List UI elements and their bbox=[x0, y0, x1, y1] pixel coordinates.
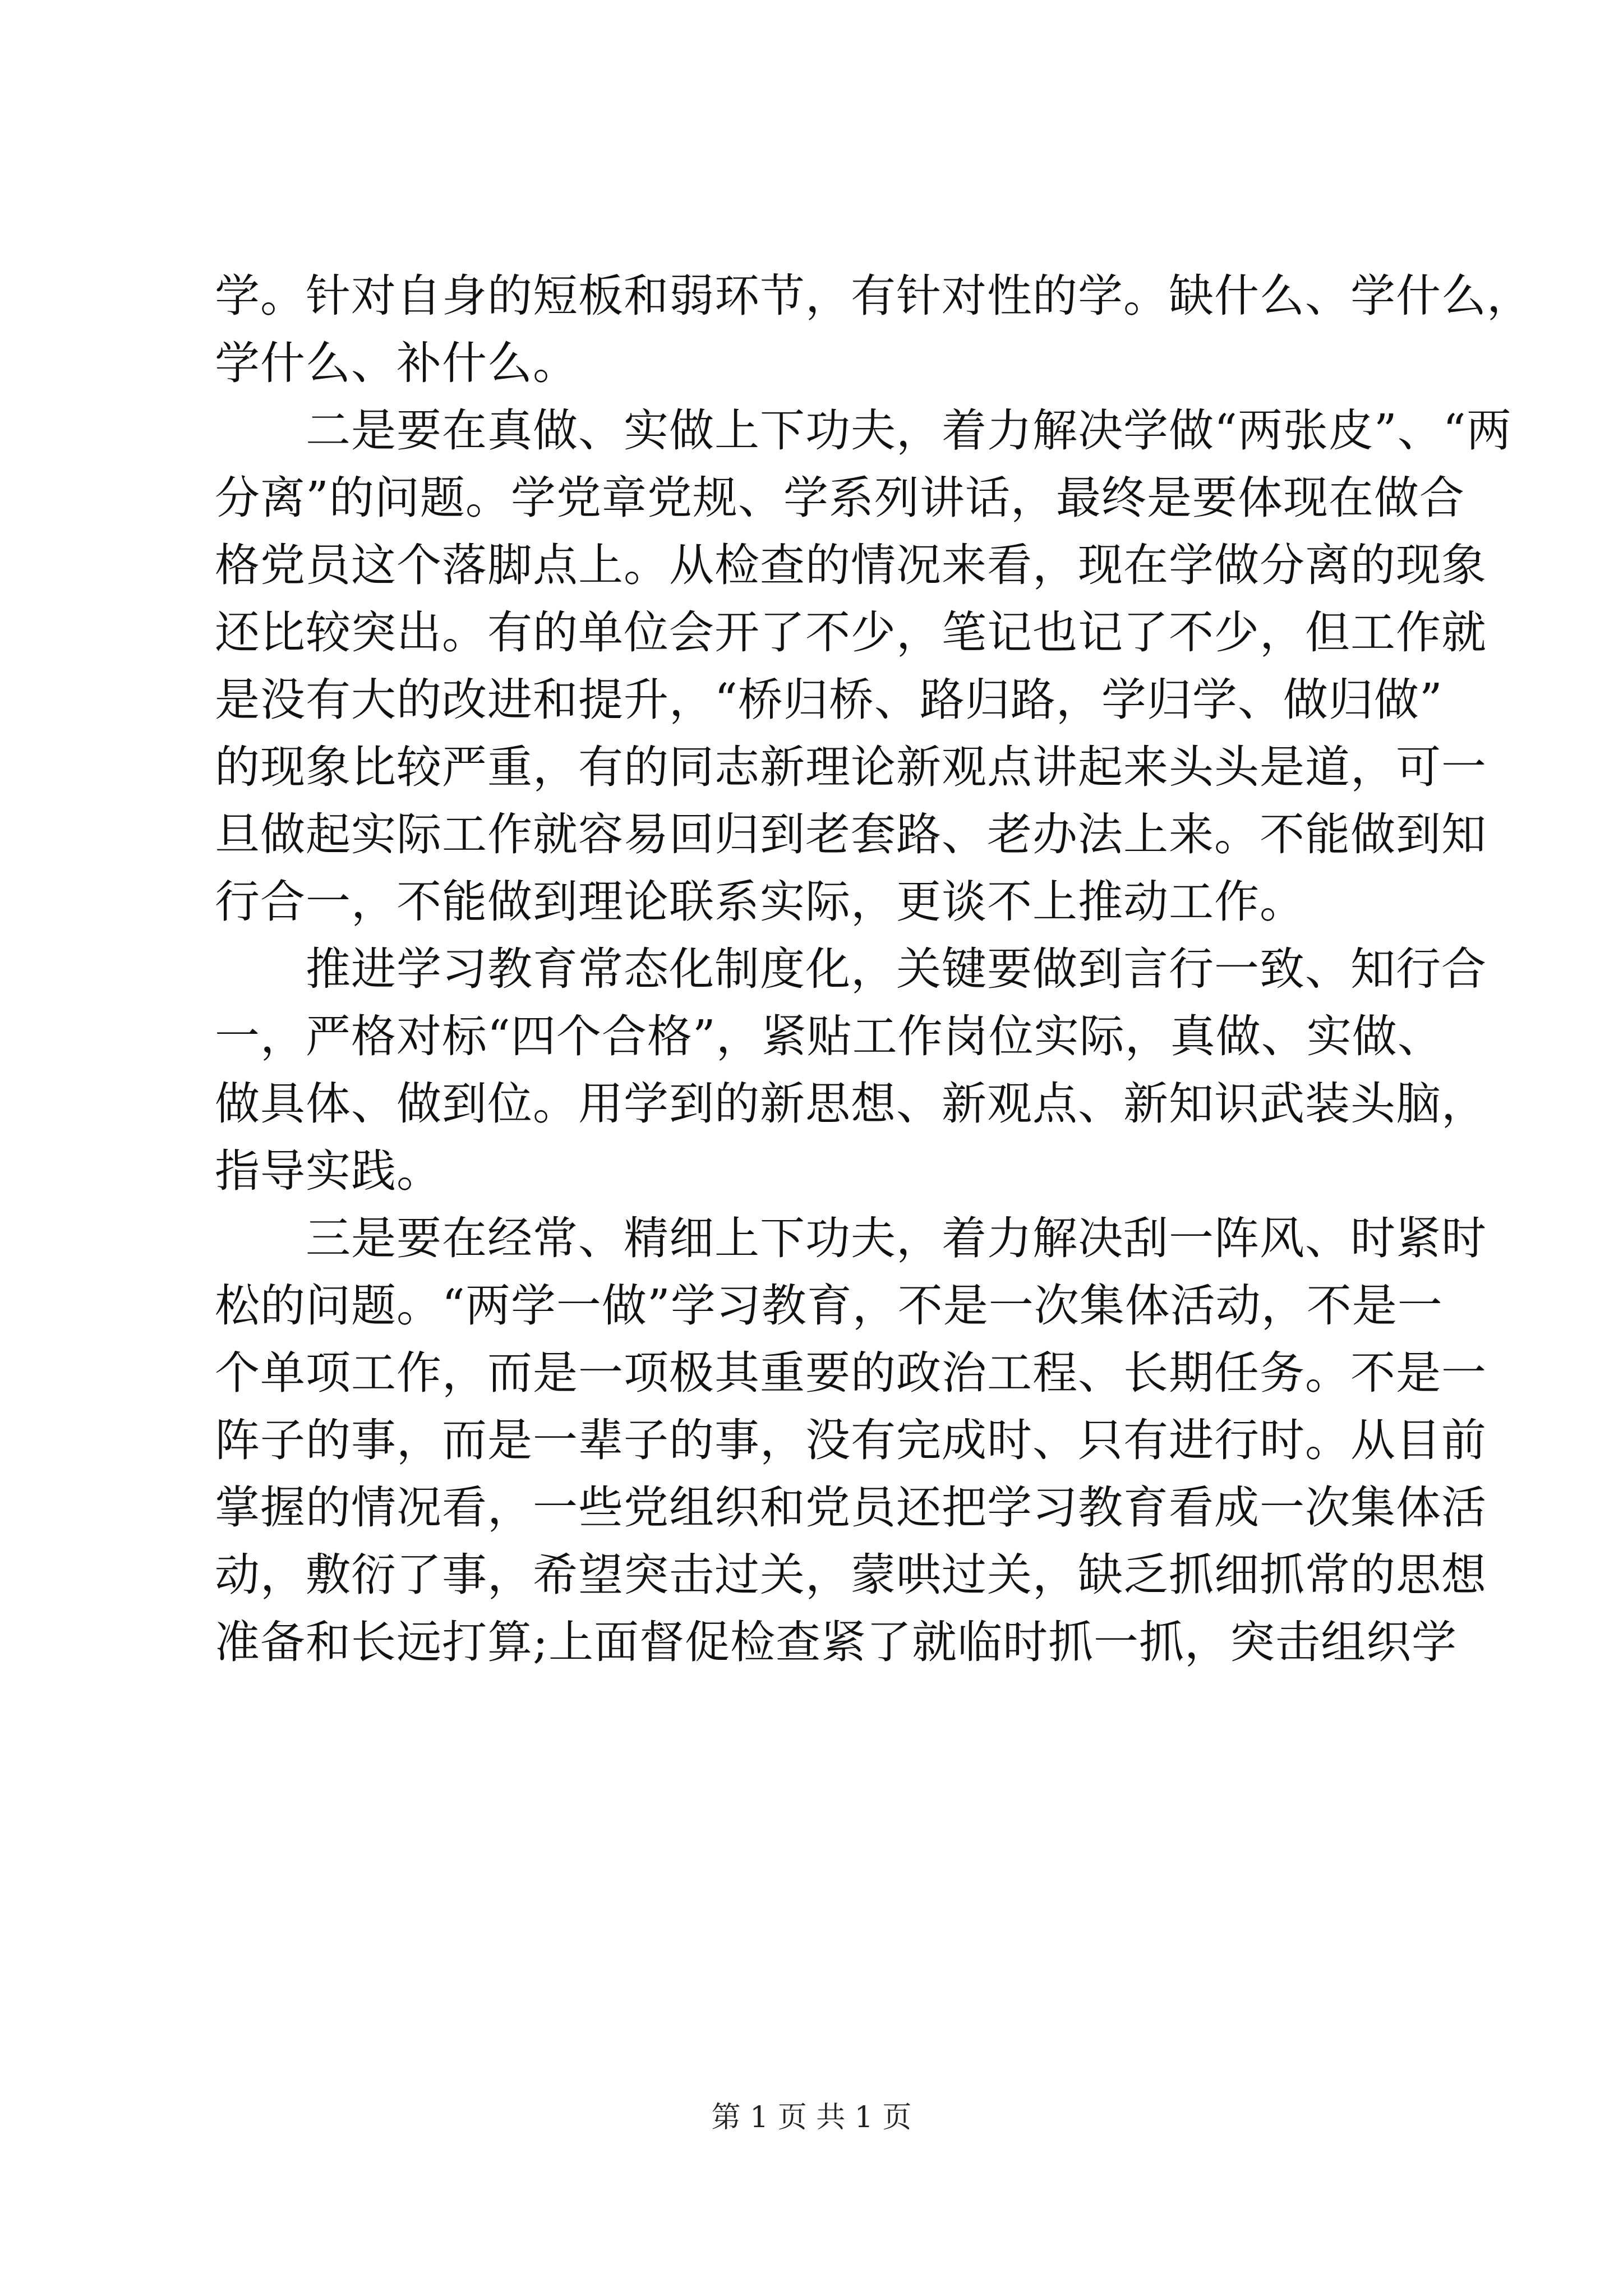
text-line: 推进学习教育常态化制度化，关键要做到言行一致、知行合 bbox=[306, 943, 1487, 995]
text-line: 动，敷衍了事，希望突击过关，蒙哄过关，缺乏抓细抓常的思想 bbox=[215, 1549, 1487, 1601]
text-line: 的现象比较严重，有的同志新理论新观点讲起来头头是道，可一 bbox=[215, 741, 1487, 793]
text-line: 一，严格对标“四个合格”，紧贴工作岗位实际，真做、实做、 bbox=[215, 1010, 1443, 1062]
text-line: 行合一，不能做到理论联系实际，更谈不上推动工作。 bbox=[215, 876, 1305, 928]
text-line: 掌握的情况看，一些党组织和党员还把学习教育看成一次集体活 bbox=[215, 1481, 1487, 1534]
text-line: 旦做起实际工作就容易回归到老套路、老办法上来。不能做到知 bbox=[215, 808, 1487, 861]
text-line: 学什么、补什么。 bbox=[215, 337, 578, 389]
text-line: 松的问题。“两学一做”学习教育，不是一次集体活动，不是一 bbox=[215, 1280, 1443, 1332]
text-line: 三是要在经常、精细上下功夫，着力解决刮一阵风、时紧时 bbox=[306, 1212, 1487, 1264]
text-line: 学。针对自身的短板和弱环节，有针对性的学。缺什么、学什么， bbox=[215, 270, 1532, 322]
text-line: 阵子的事，而是一辈子的事，没有完成时、只有进行时。从目前 bbox=[215, 1414, 1487, 1466]
text-line: 做具体、做到位。用学到的新思想、新观点、新知识武装头脑， bbox=[215, 1078, 1487, 1130]
text-line: 分离”的问题。学党章党规、学系列讲话，最终是要体现在做合 bbox=[215, 472, 1465, 524]
text-line: 指导实践。 bbox=[215, 1145, 442, 1197]
text-line: 个单项工作，而是一项极其重要的政治工程、长期任务。不是一 bbox=[215, 1347, 1487, 1399]
text-line: 格党员这个落脚点上。从检查的情况来看，现在学做分离的现象 bbox=[215, 539, 1487, 591]
page-number-footer: 第 1 页 共 1 页 bbox=[711, 2101, 912, 2134]
document-body bbox=[215, 263, 1532, 1676]
text-line: 还比较突出。有的单位会开了不少，笔记也记了不少，但工作就 bbox=[215, 606, 1487, 659]
text-line: 是没有大的改进和提升，“桥归桥、路归路，学归学、做归做” bbox=[215, 674, 1443, 726]
text-line: 二是要在真做、实做上下功夫，着力解决学做“两张皮”、“两 bbox=[306, 404, 1512, 457]
text-line: 准备和长远打算;上面督促检查紧了就临时抓一抓，突击组织学 bbox=[215, 1616, 1457, 1668]
